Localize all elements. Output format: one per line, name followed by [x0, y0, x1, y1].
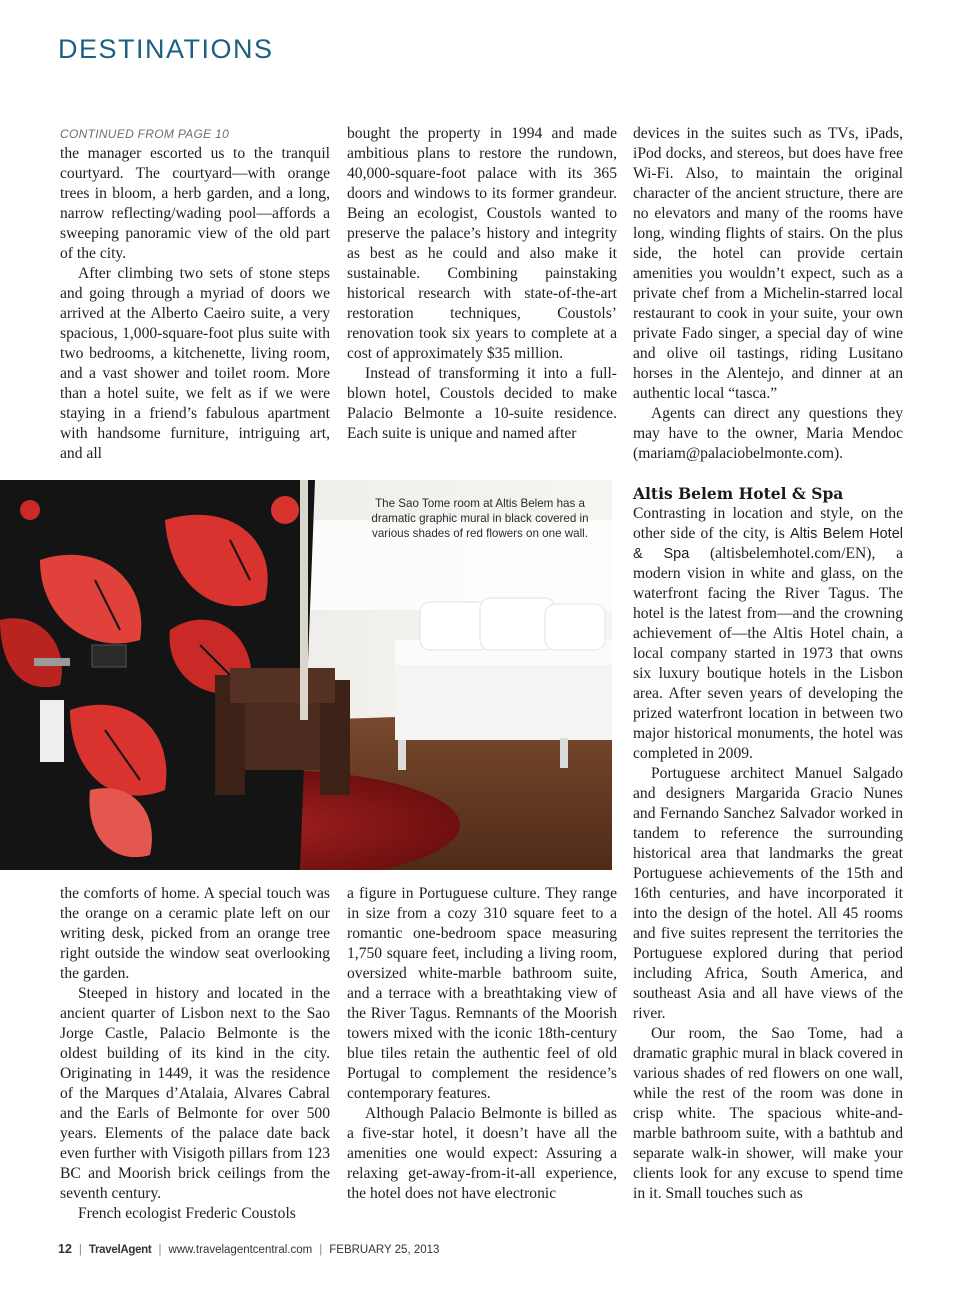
article-column-1 — [60, 124, 330, 464]
paragraph: the manager escorted us to the tranquil courtyard. The courtyard—with orange trees in bloom, a herb garden, and a long, narrow reflecting/wading pool—affords a sweeping panoramic view of the old part of the city. — [60, 145, 330, 262]
paragraph: French ecologist Frederic Coustols — [78, 1205, 296, 1222]
paragraph: bought the property in 1994 and made ambitious plans to restore the rundown, 40,000-square-foot palace with its 365 doors and windows to its former grandeur. Being an ecologist, Coustols wanted to preserve the palace’s history and integrity as best as he could and also make it sustainable. Combining painstaking historical research with state-of-the-art restoration techniques, Coustols’ renovation took six years to complete at a cost of approximately $35 million. — [347, 125, 617, 362]
subhead-altis-belem: Altis Belem Hotel & Spa — [633, 484, 844, 503]
paragraph: Although Palacio Belmonte is billed as a five-star hotel, it doesn’t have all the amenities one would expect: Assuring a relaxing get-away-from-it-all experience, the hotel does not have electronic — [347, 1105, 617, 1202]
photo-caption: The Sao Tome room at Altis Belem has a dramatic graphic mural in black covered in various shades of red flowers on one wall. — [371, 497, 589, 540]
hotel-name-highlight: Altis Belem Hotel & Spa — [633, 526, 903, 562]
paragraph: Portuguese architect Manuel Salgado and designers Margarida Gracio Nunes and Fernando Sanchez Salvador worked in tandem to reference the surrounding historical area that landmarks the great Portuguese achievements of the 15th and 16th centuries, and have incorporated it into the design of the hotel. All 45 rooms and five suites represent the territories the Portuguese explored during that period including Africa, South America, and southeast Asia and all have views of the river. — [633, 765, 903, 1022]
paragraph: Steeped in history and located in the ancient quarter of Lisbon next to the Sao Jorge Castle, Palacio Belmonte is the oldest building of its kind in the city. Originating in 1449, it was the residence of the Marques d’Atalaia, Alvares Cabral and the Earls of Belmonte for over 500 years. Elements of the palace date back even further with Visigoth pillars from 123 BC and Moorish brick ceilings from the seventh century. — [60, 985, 330, 1202]
paragraph: Contrasting in location and style, on the other side of the city, is Altis Belem Hotel & Spa (altisbelemhotel.com/EN), a modern vision in white and glass, on the waterfront facing the River Tagus. The hotel is the latest from—and the crowning achievement of—the Altis Hotel chain, a local company started in 1973 that owns six luxury boutique hotels in the Lisbon area. After seven years of developing the prized waterfront location in between two major historical monuments, the hotel was completed in 2009. — [633, 505, 904, 762]
article-column-2 — [347, 124, 617, 444]
magazine-brand: TravelAgent — [88, 1244, 152, 1256]
article-column-2-continued — [347, 884, 617, 1204]
page-number: 12 — [58, 1242, 72, 1256]
paragraph: After climbing two sets of stone steps and going through a myriad of doors we arrived at the Alberto Caeiro suite, a very spacious, 1,000-square-foot plus suite with two bedrooms, a kitchenette, living room, and a vast shower and toilet room. More than a hotel suite, we felt as if we were staying in a friend’s fabulous apartment with handsome furniture, intriguing art, and all — [60, 265, 330, 462]
paragraph: Agents can direct any questions they may have to the owner, Maria Mendoc (mariam@palaciobelmonte.com). — [633, 405, 903, 462]
footer-url[interactable]: www.travelagentcentral.com — [168, 1244, 313, 1256]
article-column-3-continued — [633, 484, 903, 1204]
paragraph: Instead of transforming it into a full-blown hotel, Coustols decided to make Palacio Belmonte a 10-suite residence. Each suite is unique and named after — [347, 365, 617, 442]
section-title: DESTINATIONS — [58, 34, 274, 64]
paragraph: the comforts of home. A special touch was the orange on a ceramic plate left on our writing desk, picked from an orange tree right outside the window seat overlooking the garden. — [60, 885, 330, 982]
article-column-1-continued — [60, 884, 330, 1224]
page-footer: 12 | TravelAgent | www.travelagentcentral.com | FEBRUARY 25, 2013 — [58, 1242, 440, 1256]
article-column-3 — [633, 124, 903, 464]
issue-date: FEBRUARY 25, 2013 — [329, 1244, 440, 1256]
continued-from-label: CONTINUED FROM PAGE 10 — [60, 127, 230, 141]
paragraph: a figure in Portuguese culture. They range in size from a cozy 310 square feet to a romantic one-bedroom space measuring 1,750 square feet, including a living room, oversized white-marble bathroom suite, and a terrace with a breathtaking view of the River Tagus. Remnants of the Moorish towers mixed with the iconic 18th-century blue tiles retain the authentic feel of old Portugal to complement the residence’s contemporary features. — [347, 885, 617, 1102]
paragraph: Our room, the Sao Tome, had a dramatic graphic mural in black covered in various shades of red flowers on one wall, while the rest of the room was done in crisp white. The spacious white-and-marble bathroom suite, with a bathtub and separate walk-in shower, will make your clients look for any excuse to spend time in it. Small touches such as — [633, 1025, 903, 1202]
paragraph: devices in the suites such as TVs, iPads, iPod docks, and stereos, but does have free Wi-Fi. Also, to maintain the original character of the ancient structure, there are no elevators and many of the rooms have long, winding flights of stairs. On the plus side, the hotel can provide certain amenities you wouldn’t expect, such as a private chef from a Michelin-starred local restaurant to cook in your suite, your own private Fado singer, a special day of wine and olive oil tastings, riding Lusitano horses in the Alentejo, and dinner at an authentic local “tasca.” — [633, 125, 903, 402]
